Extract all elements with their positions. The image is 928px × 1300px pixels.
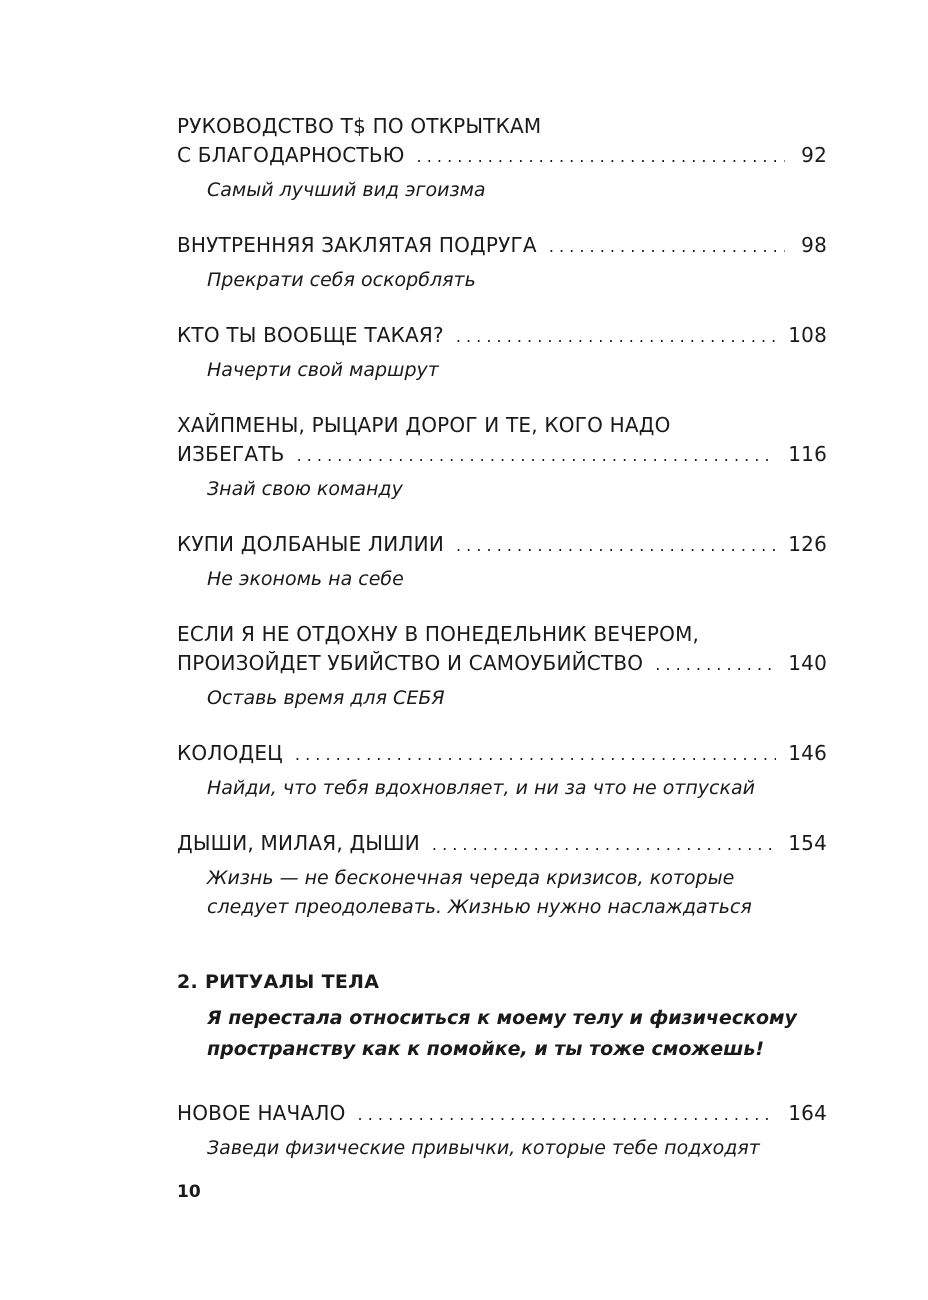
toc-entry-title [177, 112, 827, 171]
toc-subtitle-line: Оставь время для СЕБЯ [207, 687, 445, 709]
toc-subtitle-line: Знай свою команду [207, 478, 403, 500]
toc-title-text: КУПИ ДОЛБАНЫЕ ЛИЛИИ [177, 532, 444, 556]
toc-entry [177, 739, 827, 803]
toc-entry-title [177, 231, 827, 261]
dot-leader [295, 740, 776, 769]
toc-entry-subtitle [177, 1134, 827, 1163]
toc-page-number: 164 [788, 1101, 827, 1125]
toc-subtitle-line: Жизнь — не бесконечная череда кризисов, которые [207, 867, 735, 889]
toc-subtitle-line: Заведи физические привычки, которые тебе подходят [207, 1137, 760, 1159]
toc-entry-title [177, 829, 827, 859]
toc-entry-title [177, 321, 827, 351]
dot-leader [297, 441, 777, 470]
toc-entry [177, 231, 827, 295]
section-entries [177, 1099, 827, 1163]
toc-title-text: С БЛАГОДАРНОСТЬЮ [177, 143, 405, 167]
toc-page-number: 98 [801, 233, 827, 257]
toc-entry [177, 321, 827, 385]
toc-entry-title [177, 739, 827, 769]
section-subtitle-line: пространству как к помойке, и ты тоже сможешь! [207, 1038, 765, 1060]
toc-entry-title [177, 1099, 827, 1129]
toc-entry-title [177, 620, 827, 679]
toc-subtitle-line: Найди, что тебя вдохновляет, и ни за что не отпускай [207, 777, 755, 799]
dot-leader [417, 142, 785, 171]
toc-page-number: 116 [788, 442, 827, 466]
toc-subtitle-line: Прекрати себя оскорблять [207, 269, 476, 291]
dot-leader [456, 322, 776, 351]
toc-entry-subtitle [177, 774, 827, 803]
toc-title-text: КОЛОДЕЦ [177, 741, 283, 765]
toc-title-last-line [177, 530, 827, 560]
toc-title-last-line [177, 440, 827, 470]
table-of-contents [177, 112, 827, 1189]
section-subtitle [177, 1003, 827, 1065]
toc-page-number: 140 [788, 651, 827, 675]
toc-title-text: ВНУТРЕННЯЯ ЗАКЛЯТАЯ ПОДРУГА [177, 233, 537, 257]
toc-title-text: ПРОИЗОЙДЕТ УБИЙСТВО И САМОУБИЙСТВО [177, 651, 644, 675]
toc-entry-subtitle [177, 565, 827, 594]
toc-title-line: ЕСЛИ Я НЕ ОТДОХНУ В ПОНЕДЕЛЬНИК ВЕЧЕРОМ, [177, 622, 700, 646]
toc-title-text: НОВОЕ НАЧАЛО [177, 1101, 346, 1125]
toc-section [177, 968, 827, 1163]
dot-leader [456, 531, 776, 560]
toc-entry [177, 411, 827, 504]
toc-entry [177, 112, 827, 205]
toc-title-last-line [177, 231, 827, 261]
toc-title-last-line [177, 829, 827, 859]
toc-entry [177, 530, 827, 594]
toc-subtitle-line: Начерти свой маршрут [207, 359, 439, 381]
toc-title-last-line [177, 739, 827, 769]
dot-leader [549, 232, 785, 261]
dot-leader [432, 830, 776, 859]
toc-entries [177, 112, 827, 922]
toc-entry-subtitle [177, 864, 827, 922]
section-title: 2. РИТУАЛЫ ТЕЛА [177, 971, 380, 993]
toc-title-last-line [177, 649, 827, 679]
toc-entry-title [177, 530, 827, 560]
dot-leader [358, 1100, 777, 1129]
toc-page-number: 154 [788, 831, 827, 855]
toc-entry-subtitle [177, 176, 827, 205]
page-number: 10 [177, 1182, 201, 1202]
toc-title-last-line [177, 141, 827, 171]
toc-title-text: ДЫШИ, МИЛАЯ, ДЫШИ [177, 831, 420, 855]
dot-leader [655, 650, 776, 679]
toc-title-line: РУКОВОДСТВО T$ ПО ОТКРЫТКАМ [177, 114, 542, 138]
toc-title-last-line [177, 1099, 827, 1129]
toc-page-number: 108 [788, 323, 827, 347]
toc-entry-title [177, 411, 827, 470]
toc-subtitle-line: следует преодолевать. Жизнью нужно наслаждаться [207, 896, 752, 918]
toc-entry-subtitle [177, 684, 827, 713]
toc-entry [177, 620, 827, 713]
toc-entry [177, 1099, 827, 1163]
toc-page-number: 92 [801, 143, 827, 167]
toc-title-line: ХАЙПМЕНЫ, РЫЦАРИ ДОРОГ И ТЕ, КОГО НАДО [177, 413, 671, 437]
toc-page-number: 126 [788, 532, 827, 556]
toc-entry-subtitle [177, 266, 827, 295]
toc-page-number: 146 [788, 741, 827, 765]
toc-subtitle-line: Не экономь на себе [207, 568, 404, 590]
toc-entry [177, 829, 827, 922]
toc-title-text: КТО ТЫ ВООБЩЕ ТАКАЯ? [177, 323, 444, 347]
section-subtitle-line: Я перестала относиться к моему телу и физическому [207, 1007, 797, 1029]
toc-entry-subtitle [177, 356, 827, 385]
toc-title-last-line [177, 321, 827, 351]
toc-title-text: ИЗБЕГАТЬ [177, 442, 285, 466]
toc-subtitle-line: Самый лучший вид эгоизма [207, 179, 486, 201]
toc-entry-subtitle [177, 475, 827, 504]
